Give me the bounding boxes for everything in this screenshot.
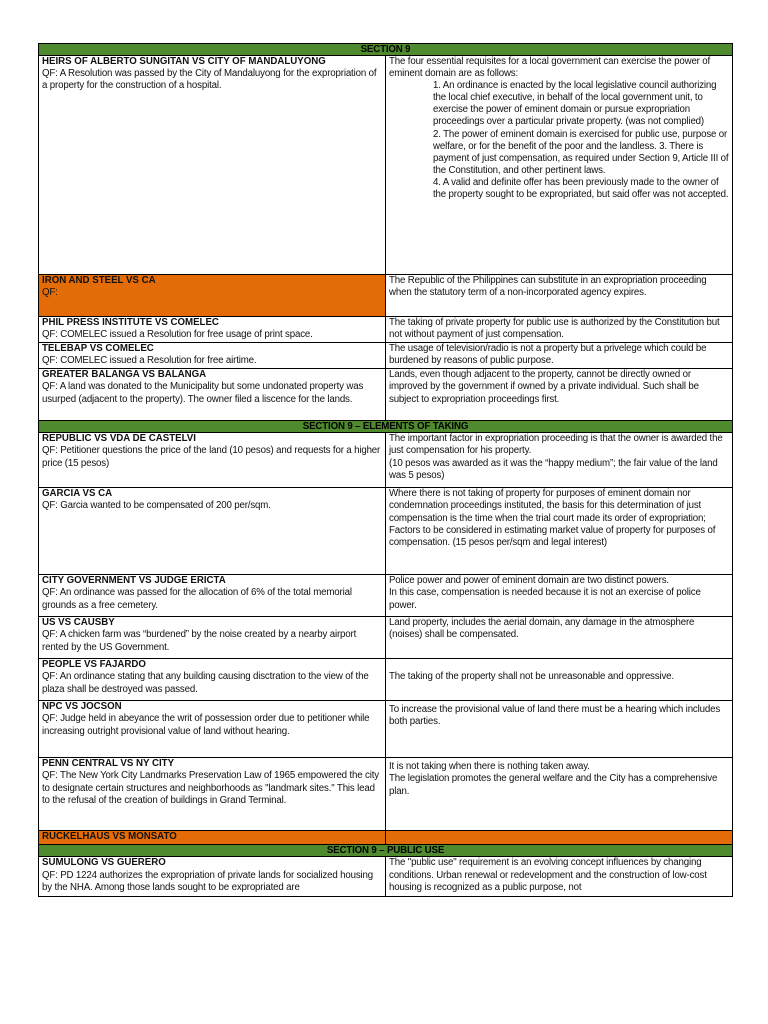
- ruling-text: Police power and power of eminent domain are two distinct powers.: [389, 575, 669, 587]
- case-row-highlighted: [39, 831, 733, 845]
- case-row: [39, 575, 733, 617]
- case-facts: QF: Judge held in abeyance the writ of possession order due to petitioner while increasing outright provisional value of land without hearing.: [42, 713, 370, 737]
- case-cell: [39, 433, 386, 488]
- section-heading: SECTION 9 – PUBLIC USE: [39, 845, 733, 857]
- case-row: [39, 701, 733, 758]
- case-cell: [39, 369, 386, 421]
- case-title: PEOPLE VS FAJARDO: [42, 659, 146, 671]
- case-facts: QF: The New York City Landmarks Preservation Law of 1965 empowered the city to designate certain structures and neighborhoods as "landmark sites." This lead to the refusal of the creation of buildings in Grand Terminal.: [42, 770, 379, 806]
- ruling-text-extra: In this case, compensation is needed because it is not an exercise of police power.: [389, 587, 701, 611]
- case-row: [39, 275, 733, 317]
- ruling-cell: [386, 343, 733, 369]
- case-title: NPC VS JOCSON: [42, 701, 122, 713]
- case-cell: [39, 317, 386, 343]
- case-title: GREATER BALANGA VS BALANGA: [42, 369, 207, 381]
- case-facts: QF: A land was donated to the Municipality but some undonated property was usurped (adjacent to the property). The owner filed a liscence for the lands.: [42, 381, 364, 405]
- case-cell: [39, 56, 386, 275]
- case-title: GARCIA VS CA: [42, 488, 113, 500]
- case-title: PHIL PRESS INSTITUTE VS COMELEC: [42, 317, 219, 328]
- ruling-text: The four essential requisites for a local government can exercise the power of eminent domain are as follows:: [389, 56, 711, 80]
- ruling-cell: [386, 701, 733, 758]
- ruling-cell: [386, 758, 733, 831]
- case-cell: [39, 617, 386, 659]
- ruling-text: The Republic of the Philippines can substitute in an expropriation proceeding when the statutory term of a non-incorporated agency expires.: [389, 275, 707, 299]
- case-cell-highlighted: [39, 831, 386, 845]
- section-heading: SECTION 9: [39, 44, 733, 56]
- ruling-cell: [386, 317, 733, 343]
- case-facts: QF: Garcia wanted to be compensated of 200 per/sqm.: [42, 500, 271, 512]
- case-row: [39, 317, 733, 343]
- ruling-cell: [386, 857, 733, 897]
- ruling-cell: [386, 617, 733, 659]
- case-title: US VS CAUSBY: [42, 617, 115, 629]
- ruling-text: The taking of private property for public use is authorized by the Constitution but not without payment of just compensation.: [389, 317, 720, 341]
- case-row: [39, 343, 733, 369]
- ruling-cell-highlighted: [386, 831, 733, 845]
- case-cell: [39, 659, 386, 701]
- case-cell: [39, 701, 386, 758]
- case-title: HEIRS OF ALBERTO SUNGITAN VS CITY OF MANDALUYONG: [42, 56, 326, 67]
- case-row: [39, 659, 733, 701]
- ruling-text: Land property, includes the aerial domain, any damage in the atmosphere (noises) shall be compensated.: [389, 617, 695, 641]
- case-cell: [39, 488, 386, 575]
- ruling-cell: [386, 488, 733, 575]
- ruling-text-extra: The legislation promotes the general welfare and the City has a comprehensive plan.: [389, 773, 718, 797]
- case-row: [39, 857, 733, 897]
- case-row: [39, 369, 733, 421]
- case-facts: QF: COMELEC issued a Resolution for free airtime.: [42, 355, 257, 367]
- case-cell: [39, 575, 386, 617]
- case-facts: QF: COMELEC issued a Resolution for free usage of print space.: [42, 329, 313, 341]
- case-facts: QF: A Resolution was passed by the City of Mandaluyong for the expropriation of a property for the construction of a hospital.: [42, 68, 377, 92]
- section-header-row: [39, 845, 733, 857]
- ruling-cell: [386, 659, 733, 701]
- ruling-text: The usage of television/radio is not a property but a privelege which could be burdened by reasons of public purpose.: [389, 343, 707, 367]
- case-facts: QF:: [42, 287, 58, 299]
- ruling-text-extra: (10 pesos was awarded as it was the “happy medium”; the fair value of the land was 5 pesos): [389, 457, 718, 481]
- requisite-item: 1. An ordinance is enacted by the local legislative council authorizing the local chief executive, in behalf of the local government unit, to exercise the power of eminent domain or pursue expropriation proceedings over a particular private property. (was not complied): [433, 80, 717, 128]
- ruling-cell: [386, 275, 733, 317]
- ruling-text: The important factor in expropriation proceeding is that the owner is awarded the just compensation for his property.: [389, 433, 723, 457]
- case-row: [39, 488, 733, 575]
- section-header-row: [39, 44, 733, 56]
- case-row: [39, 617, 733, 659]
- ruling-cell: [386, 575, 733, 617]
- case-digest-table: [38, 43, 733, 897]
- case-facts: QF: An ordinance was passed for the allocation of 6% of the total memorial grounds as a free cemetery.: [42, 587, 352, 611]
- case-cell: [39, 343, 386, 369]
- case-facts: QF: Petitioner questions the price of the land (10 pesos) and requests for a higher price (15 pesos): [42, 445, 381, 469]
- requisite-item: 2. The power of eminent domain is exercised for public use, purpose or welfare, or for the benefit of the poor and the landless. 3. There is payment of just compensation, as required under Section 9, Article III of the Constitution, and other pertinent laws.: [433, 128, 729, 176]
- case-cell: [39, 857, 386, 897]
- requisite-item: 4. A valid and definite offer has been previously made to the owner of the property sought to be expropriated, but said offer was not accepted.: [433, 176, 729, 201]
- ruling-text: It is not taking when there is nothing taken away.: [389, 761, 590, 773]
- case-cell-highlighted: [39, 275, 386, 317]
- ruling-text: Lands, even though adjacent to the property, cannot be directly owned or improved by the government if owned by a private individual. Such shall be subject to expropriation proceedings first.: [389, 369, 699, 405]
- case-facts: QF: A chicken farm was “burdened” by the noise created by a nearby airport rented by the US Government.: [42, 629, 357, 653]
- case-row: [39, 433, 733, 488]
- document-page: [38, 43, 733, 897]
- case-title: REPUBLIC VS VDA DE CASTELVI: [42, 433, 196, 445]
- ruling-text: The taking of the property shall not be unreasonable and oppressive.: [389, 671, 674, 683]
- case-title: SUMULONG VS GUERERO: [42, 857, 166, 869]
- case-title: RUCKELHAUS VS MONSATO: [42, 831, 177, 843]
- case-row: [39, 758, 733, 831]
- case-title: CITY GOVERNMENT VS JUDGE ERICTA: [42, 575, 226, 587]
- case-title: TELEBAP VS COMELEC: [42, 343, 154, 355]
- case-facts: QF: PD 1224 authorizes the expropriation of private lands for socialized housing by the NHA. Among those lands sought to be expropriated are: [42, 869, 374, 893]
- ruling-text: To increase the provisional value of land there must be a hearing which includes both parties.: [389, 704, 721, 728]
- case-facts: QF: An ordinance stating that any building causing disctration to the view of the plaza shall be destroyed was passed.: [42, 671, 369, 695]
- ruling-text: Where there is not taking of property for purposes of eminent domain nor condemnation proceedings instituted, the basis for this determination of just compensation is the time when the trial court made its order of expropriation; Factors to be considered in estimating market value of property for purposes of compensation. (15 pesos per/sqm and legal interest): [389, 488, 716, 548]
- case-title: PENN CENTRAL VS NY CITY: [42, 758, 175, 770]
- section-header-row: [39, 421, 733, 433]
- case-cell: [39, 758, 386, 831]
- ruling-cell: [386, 56, 733, 275]
- case-row: [39, 56, 733, 275]
- ruling-text: The "public use" requirement is an evolving concept influences by changing conditions. Urban renewal or redevelopment and the construction of low-cost housing is recognized as a public purpose, not: [389, 857, 707, 893]
- case-title: IRON AND STEEL VS CA: [42, 275, 156, 286]
- section-heading: SECTION 9 – ELEMENTS OF TAKING: [39, 421, 733, 433]
- ruling-cell: [386, 369, 733, 421]
- requisites-list: [389, 80, 729, 201]
- ruling-cell: [386, 433, 733, 488]
